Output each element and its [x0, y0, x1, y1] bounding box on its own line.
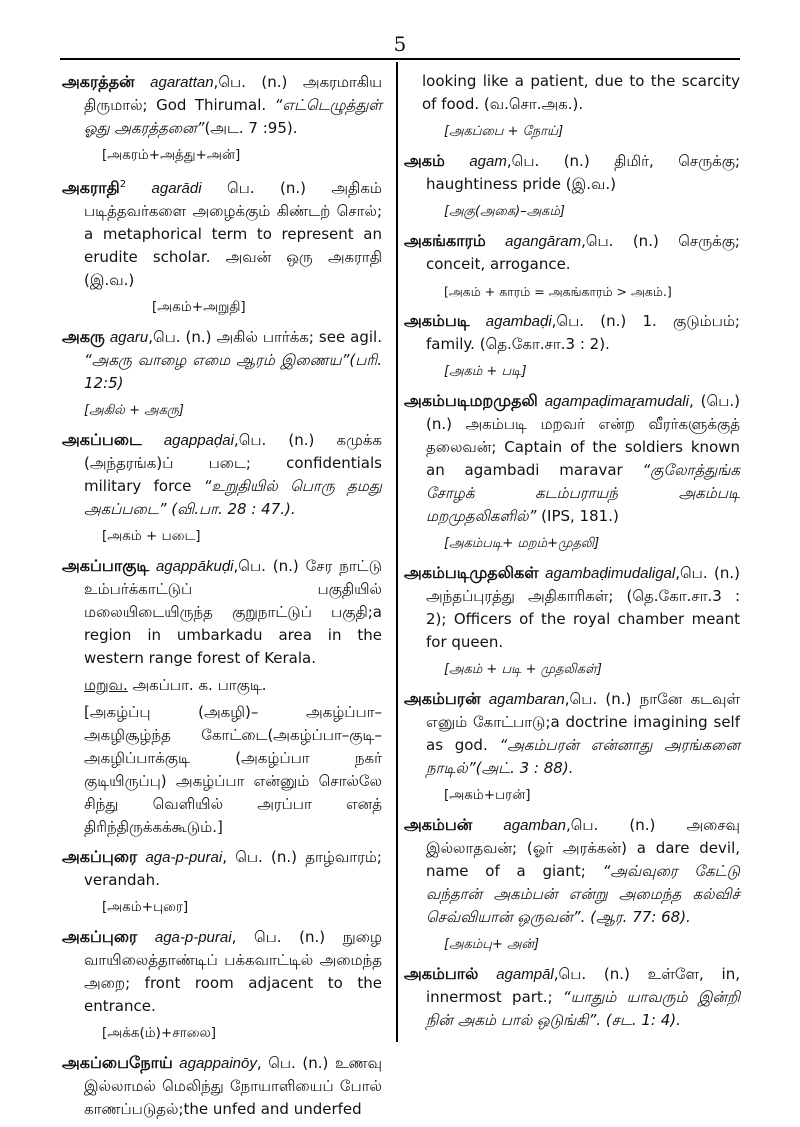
- entry-agappainoy: [62, 1051, 382, 1121]
- definition: ,பெ. (n.) சேர நாட்டு உம்பர்க்காட்டுப் பகுதியில் மலையிடையிருந்த குறுநாட்டுப் பகுதி;a region in umbarkadu area in the western range forest of Kerala.: [84, 557, 382, 667]
- headword: அகப்புரை: [62, 927, 138, 946]
- quotation: “உறுதியில் பொரு தமது அகப்படை”: [84, 477, 382, 518]
- quotation: “அகரு வாழை எமை ஆரம் இணைய”: [84, 351, 350, 369]
- definition: ,பெ. (n.) அந்தப்புரத்து அதிகாரிகள்; (தெ.கோ.சா.3 : 2); Officers of the royal chamber meant for queen.: [426, 564, 740, 651]
- definition: ,பெ. (n.) 1. குடும்பம்; family. (தெ.கோ.சா.3 : 2).: [426, 312, 740, 353]
- etymology: [அகம் + படி]: [444, 364, 527, 379]
- entry-agampadimaramudali: [404, 389, 740, 555]
- transliteration: aga-p-purai: [154, 929, 232, 946]
- headword: அகப்புரை: [62, 847, 138, 866]
- entry-agarattan: [62, 70, 382, 167]
- headword: அகப்பைநோய்: [62, 1053, 173, 1072]
- headword: அகம்பரன்: [404, 689, 481, 708]
- headword: அகம்: [404, 151, 445, 170]
- citation: (அட். 3 : 88).: [475, 759, 574, 777]
- entry-agappadai: [62, 428, 382, 548]
- headword: அகப்பாகுடி: [62, 556, 150, 575]
- definition: ,பெ. (n.) அசைவு இல்லாதவன்; (ஓர் அரக்கன்) a dare devil, name of a giant;: [426, 816, 740, 880]
- definition: ,பெ. (n.) அகரமாகிய திருமால்; God Thirumal.: [84, 73, 382, 114]
- etymology: [அகம்படி+ மறம்+முதலி]: [444, 536, 600, 551]
- transliteration: agappaḍai: [163, 432, 234, 449]
- definition: பெ. (n.) அதிகம் படித்தவர்களை அழைக்கும் கிண்டற் சொல்; a metaphorical term to represent an erudite scholar. அவன் ஒரு அகராதி (இ.வ.): [84, 179, 382, 289]
- transliteration: agarādi: [151, 180, 202, 197]
- etymology: [அகரம்+அத்து+அன்]: [102, 147, 241, 163]
- entry-agambadi: [404, 309, 740, 383]
- transliteration: agamban: [503, 817, 566, 834]
- variant-text: அகப்பா. க. பாகுடி.: [127, 676, 267, 694]
- etymology: [அகம் + படி + முதலிகள்]: [444, 662, 602, 677]
- definition: ,பெ. (n.) நானே கடவுள் எனும் கோட்பாடு;a doctrine imagining self as god.: [426, 690, 740, 754]
- headword: அகரத்தன்: [62, 72, 135, 91]
- headword: அகம்பன்: [404, 815, 473, 834]
- entry-agampal: [404, 962, 740, 1032]
- etymology: [அகப்பை + நோய்]: [444, 124, 564, 139]
- entry-continuation: [404, 70, 740, 143]
- right-column: [404, 70, 740, 1038]
- entry-agam: [404, 149, 740, 223]
- etymology: [அகில் + அகரு]: [84, 403, 185, 418]
- quotation: “குலோத்துங்க சோழக் கடம்பராயந் அகம்படி மறமுதலிகளில்”: [426, 461, 740, 525]
- etymology: [அகு(அகை)–அகம்]: [444, 204, 565, 219]
- transliteration: aga-p-purai: [145, 849, 223, 866]
- transliteration: agangāram: [505, 233, 582, 250]
- headword: அகராதி: [62, 178, 120, 197]
- entry-agappakudi: [62, 554, 382, 839]
- transliteration: agarattan: [150, 74, 214, 91]
- transliteration: agambaḍimudaligal: [545, 565, 676, 582]
- headword: அகங்காரம்: [404, 231, 486, 250]
- headword: அகம்படிமுதலிகள்: [404, 563, 539, 582]
- definition: , (பெ.) (n.) அகம்படி மறவர் என்ற வீரர்களுக்குத் தலைவன்; Captain of the soldiers known an agambadi maravar: [426, 392, 740, 479]
- etymology: [அகம்+அறுதி]: [152, 299, 246, 315]
- entry-agambadimudaligal: [404, 561, 740, 681]
- headword: அகரு: [62, 327, 105, 346]
- headword: அகம்படிமறமுதலி: [404, 391, 538, 410]
- definition: ,பெ. (n.) கமுக்க (அந்தரங்க)ப் படை; confidentials military force: [84, 431, 382, 495]
- etymology: [அகம்+பரன்]: [444, 787, 531, 803]
- definition: , பெ. (n.) உணவு இல்லாமல் மெலிந்து நோயாளியைப் போல் காணப்படுதல்;the unfed and underfed: [84, 1054, 382, 1118]
- transliteration: agaru: [109, 329, 149, 346]
- quotation: “எட்டெழுத்துள் ஓது அகரத்தனை”: [84, 96, 382, 137]
- headword: அகம்பால்: [404, 964, 479, 983]
- homonym-number: 2: [119, 179, 127, 190]
- transliteration: agampāl: [496, 966, 554, 983]
- etymology: [அகம் + படை]: [102, 528, 201, 544]
- definition: looking like a patient, due to the scarcity of food. (வ.சொ.அக.).: [422, 72, 740, 113]
- definition: , பெ. (n.) நுழை வாயிலைத்தாண்டிப் பக்கவாட்டில் அமைந்த அறை; front room adjacent to the entrance.: [84, 928, 382, 1015]
- definition: , பெ. (n.) தாழ்வாரம்; verandah.: [84, 848, 382, 889]
- header-rule: [60, 58, 740, 60]
- entry-agappurai-2: [62, 925, 382, 1045]
- transliteration: agampaḍimaṟamudali: [544, 393, 689, 410]
- definition: ,பெ. (n.) திமிர், செருக்கு; haughtiness pride (இ.வ.): [426, 152, 740, 193]
- transliteration: agappākuḍi: [155, 558, 234, 575]
- definition: ,பெ. (n.) அகில் பார்க்க; see agil.: [148, 328, 382, 346]
- citation: . (ஆர. 77: 68).: [580, 908, 691, 926]
- transliteration: agambaran: [488, 691, 565, 708]
- page-number: 5: [393, 32, 407, 56]
- etymology-paragraph: [அகழ்ப்பு (அகழி)– அகழ்ப்பா– அகழிசூழ்ந்த கோட்டை(அகழ்ப்பா–குடி– அகழிப்பாக்குடி (அகழ்ப்பா நகர் குடியிருப்பு) அகழ்ப்பா என்னும் சொல்லே சிந்து வெளியில் அரப்பா எனத் திரிந்திருக்கக்கூடும்.]: [84, 703, 382, 836]
- entry-agamban: [404, 813, 740, 956]
- variant-note: [62, 674, 382, 697]
- transliteration: agambaḍi: [485, 313, 552, 330]
- variant-label: மறுவ.: [84, 676, 128, 694]
- quotation: “அவ்வுரை கேட்டு வந்தான் அகம்பன் என்று அமைந்த கல்விச் செவ்வியான் ஒருவன்”: [426, 862, 740, 926]
- entry-agaradi: [62, 173, 382, 319]
- etymology: [அகம் + காரம் = அகங்காரம் > அகம்.]: [444, 284, 672, 299]
- etymology: [அகம்+புரை]: [102, 899, 189, 915]
- citation: (வி.பா. 28 : 47.).: [171, 500, 296, 518]
- citation: . (சட. 1: 4).: [596, 1011, 681, 1029]
- headword: அகப்படை: [62, 430, 142, 449]
- transliteration: agappainōy: [179, 1055, 257, 1072]
- headword: அகம்படி: [404, 311, 470, 330]
- entry-agangaram: [404, 229, 740, 303]
- citation: (அட. 7 :95).: [204, 119, 298, 137]
- citation: (பரி. 12:5): [84, 351, 382, 392]
- left-column: [62, 70, 382, 1127]
- transliteration: agam: [469, 153, 507, 170]
- quotation: “அகம்பரன் என்னாது அரங்கனை நாடில்”: [426, 736, 741, 777]
- entry-agaru: [62, 325, 382, 422]
- quotation: “யாதும் யாவரும் இன்றி நின் அகம் பால் ஒடுங்கி”: [426, 988, 741, 1029]
- citation: (IPS, 181.): [541, 507, 619, 525]
- etymology: [அகம்பு+ அன்]: [444, 937, 540, 952]
- definition: ,பெ. (n.) செருக்கு; conceit, arrogance.: [426, 232, 740, 273]
- etymology: [அக்க(ம்)+சாலை]: [102, 1025, 217, 1041]
- definition: ,பெ. (n.) உள்ளே, in, innermost part.;: [426, 965, 740, 1006]
- entry-agappurai-1: [62, 845, 382, 919]
- entry-agambaran: [404, 687, 740, 807]
- column-divider: [396, 62, 398, 1042]
